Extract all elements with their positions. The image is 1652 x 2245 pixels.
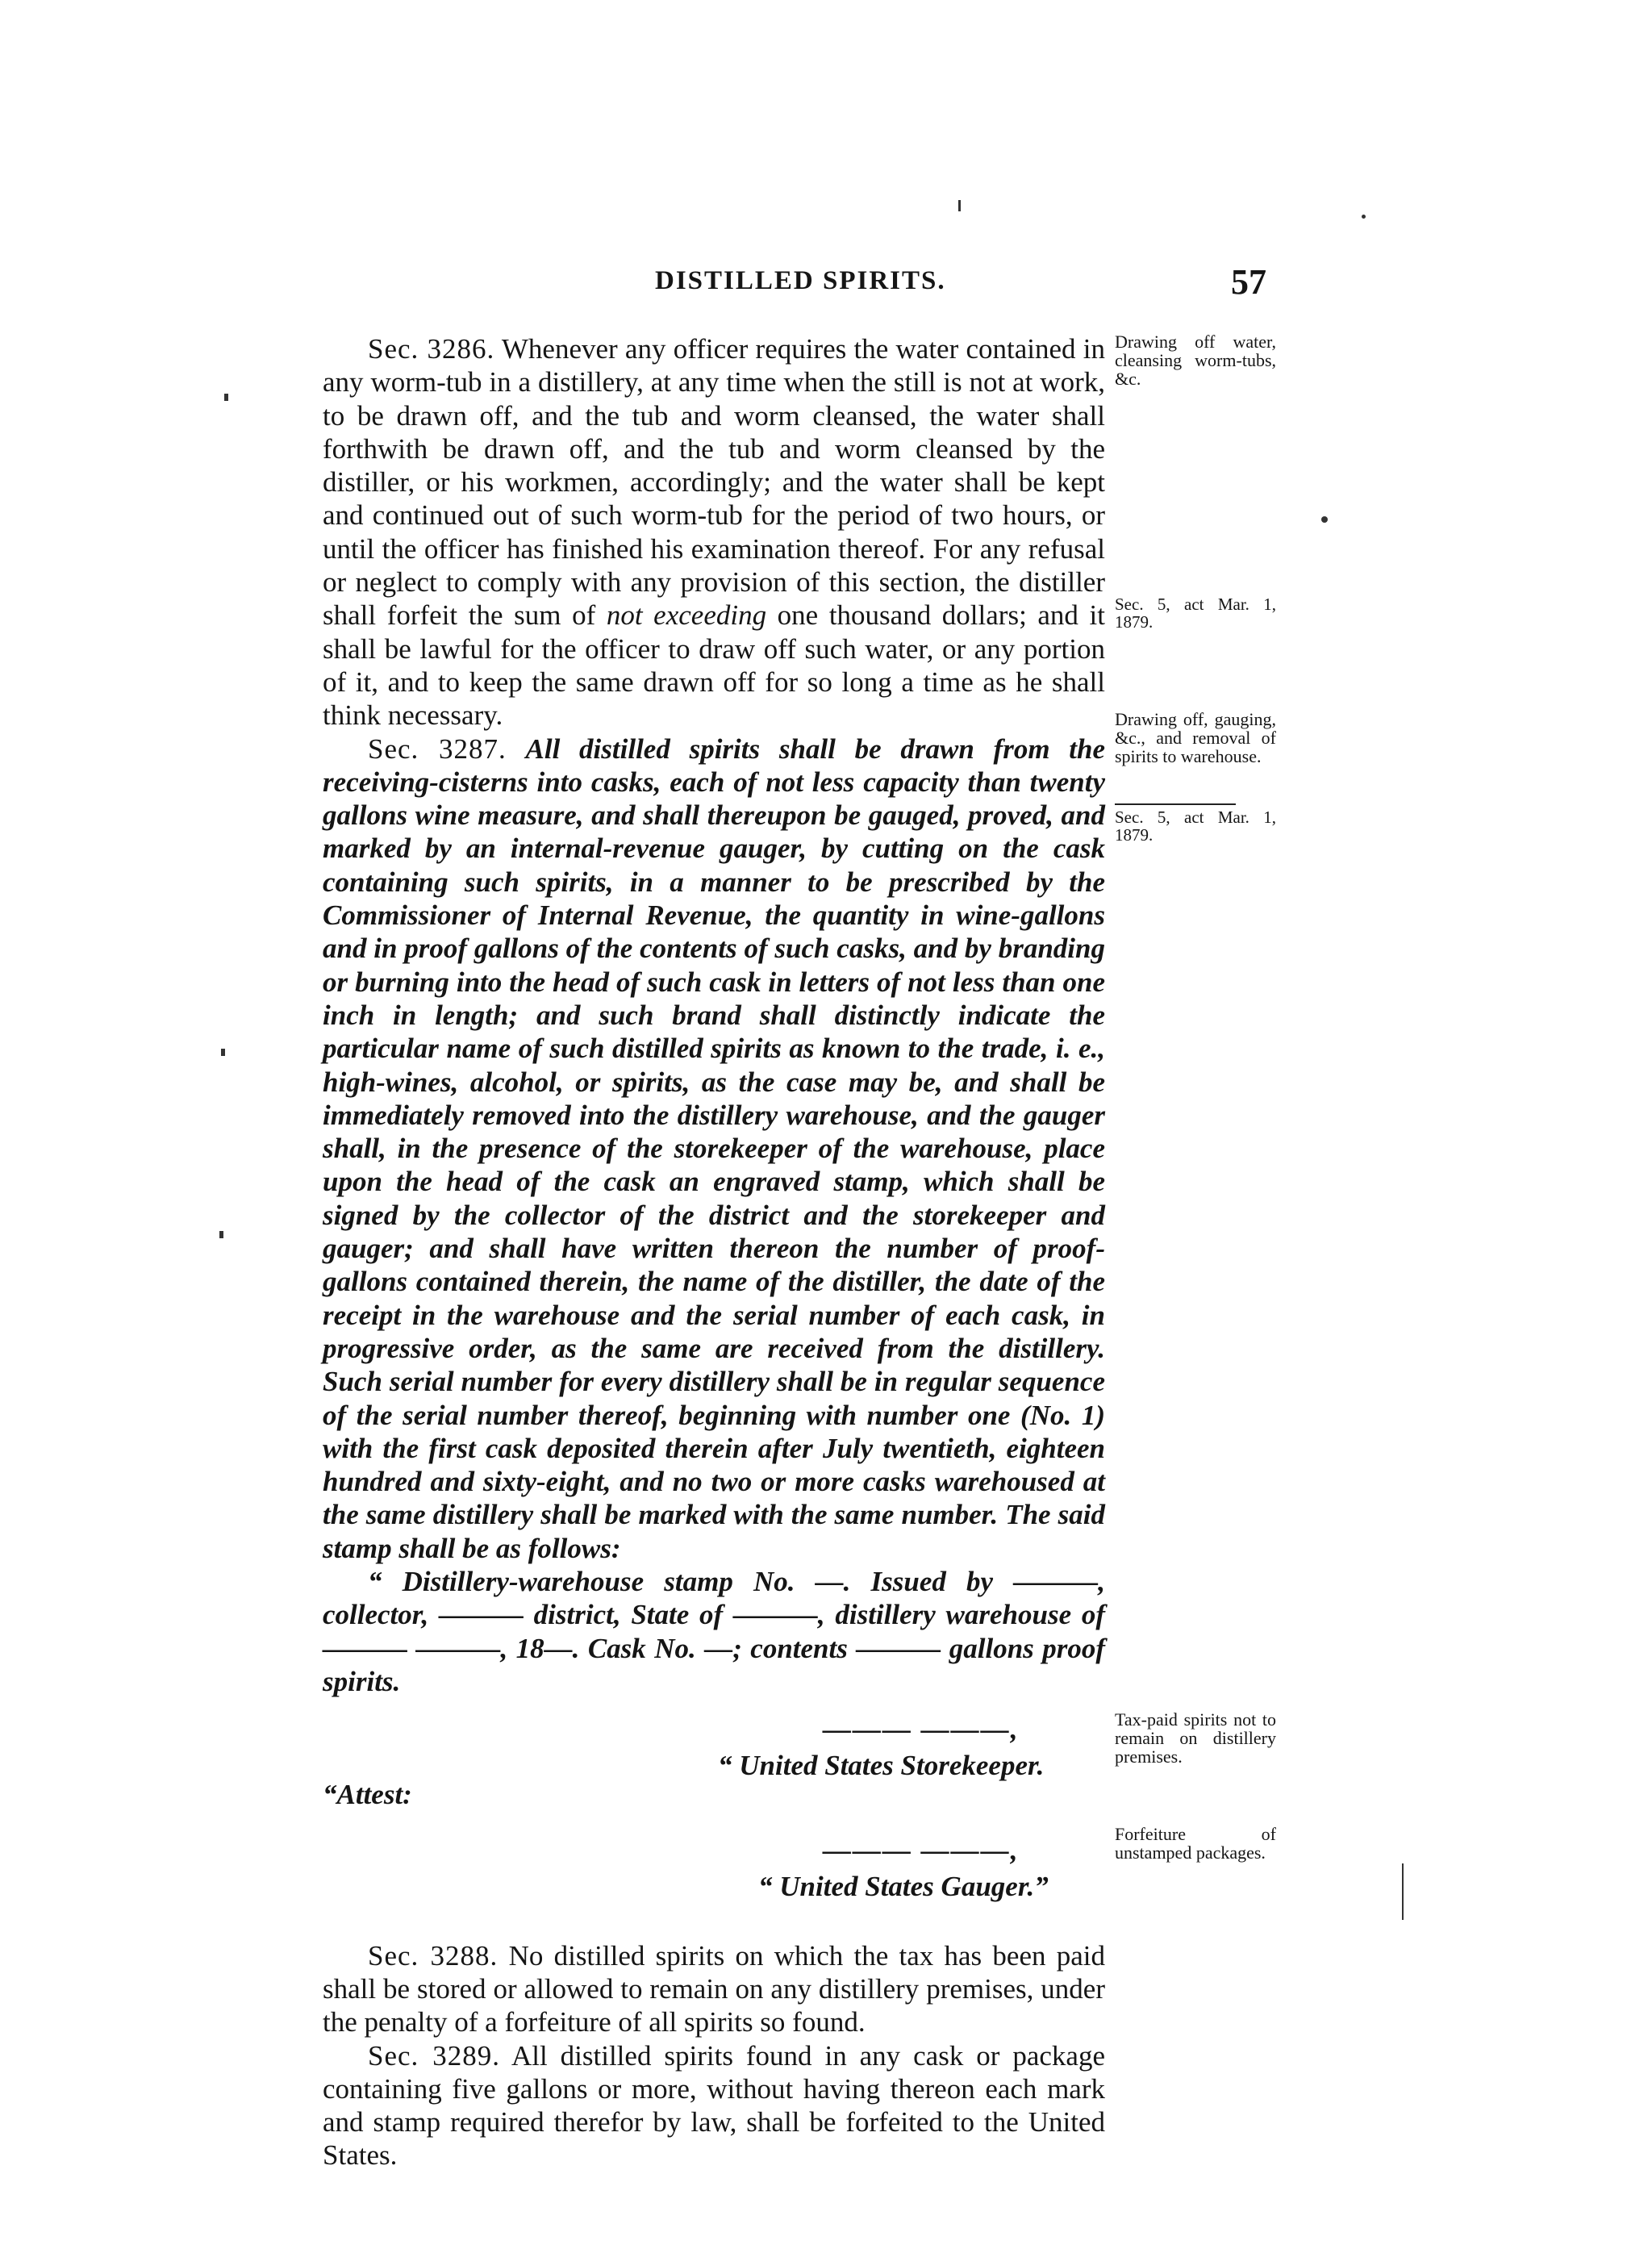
margin-note-drawing-off-spirits: Drawing off, gauging, &c., and removal of spirits to warehouse. bbox=[1115, 709, 1276, 767]
stamp-form-text: “ Distillery-warehouse stamp No. —. Issued by ———, collector, ——— district, State of ———, distillery warehouse of ——— ———, 18—. Cask No. —; contents ——— gallons proof spirits. bbox=[323, 1565, 1105, 1697]
signature-line-storekeeper: ——— ———, bbox=[823, 1713, 1020, 1746]
section-text: Whenever any officer requires the water contained in any worm-tub in a distillery, at any time when the still is not at work, to be drawn off, and the tub and worm cleansed, the water shall forthwith be drawn off, and the tub and worm cleansed by the distiller, or his workmen, accordingly; and the water shall be kept and continued out of such worm-tub for the period of two hours, or until the officer has finished his examination thereof. For any refusal or neglect to comply with any provision of this section, the distiller shall forfeit the sum of bbox=[323, 333, 1105, 632]
scan-speck bbox=[1362, 215, 1366, 219]
page-number: 57 bbox=[1231, 262, 1266, 302]
scan-speck bbox=[221, 1049, 225, 1056]
scan-speck bbox=[224, 394, 228, 401]
section-3287 bbox=[323, 732, 1105, 1565]
margin-note-citation-2 bbox=[1115, 799, 1276, 844]
section-text: All distilled spirits found in any cask or package containing five gallons or more, without having thereon each mark and stamp required therefor by law, shall be forfeited to the United States. bbox=[323, 2039, 1105, 2172]
margin-note-tax-paid: Tax-paid spirits not to remain on distillery premises. bbox=[1115, 1709, 1276, 1767]
section-text: No distilled spirits on which the tax has been paid shall be stored or allowed to remain on any distillery premises, under the penalty of a forfeiture of all spirits so found. bbox=[323, 1939, 1106, 2038]
margin-note-citation-1: Sec. 5, act Mar. 1, 1879. bbox=[1115, 595, 1276, 632]
citation-text: Sec. 5, act Mar. 1, 1879. bbox=[1115, 807, 1276, 845]
scan-speck bbox=[958, 200, 961, 211]
section-emphasis: not exceeding bbox=[606, 599, 767, 632]
scan-line bbox=[1402, 1863, 1404, 1920]
margin-note-forfeiture: Forfeiture of unstamped packages. bbox=[1115, 1824, 1276, 1863]
scan-speck bbox=[1321, 516, 1328, 523]
section-3288 bbox=[323, 1939, 1105, 2039]
signature-line-gauger: ——— ———, bbox=[823, 1834, 1020, 1867]
section-number: Sec. 3287. bbox=[368, 732, 507, 765]
attest-label: “Attest: bbox=[323, 1778, 412, 1810]
section-text-cont: one thousand dollars; and it shall be lawful for the officer to draw off such water, or any portion of it, and to keep the same drawn off for so long a time as he shall think necessary. bbox=[323, 599, 1105, 732]
running-head: DISTILLED SPIRITS. bbox=[655, 266, 946, 295]
section-3286 bbox=[323, 332, 1105, 732]
scan-speck bbox=[219, 1231, 223, 1238]
note-rule bbox=[1115, 803, 1236, 805]
margin-note-drawing-off-water: Drawing off water, cleansing worm-tubs, &c. bbox=[1115, 332, 1276, 390]
storekeeper-title: “ United States Storekeeper. bbox=[718, 1750, 1045, 1782]
section-number: Sec. 3286. bbox=[368, 333, 495, 365]
section-text: All distilled spirits shall be drawn from the receiving-cisterns into casks, each of not less capacity than twenty gallons wine measure, and shall thereupon be gauged, proved, and marked by an internal-revenue gauger, by cutting on the cask containing such spirits, in a manner to be prescribed by the Commissioner of Internal Revenue, the quantity in wine-gallons and in proof gallons of the contents of such casks, and by branding or burning into the head of such cask in letters of not less than one inch in length; and such brand shall distinctly indicate the particular name of such distilled spirits as known to the trade, i. e., high-wines, alcohol, or spirits, as the case may be, and shall be immediately removed into the distillery warehouse, and the gauger shall, in the presence of the storekeeper of the warehouse, place upon the head of the cask an engraved stamp, which shall be signed by the collector of the district and the storekeeper and gauger; and shall have written thereon the number of proof-gallons contained therein, the name of the distiller, the date of the receipt in the warehouse and the serial number of each cask, in progressive order, as the same are received from the distillery. Such serial number for every distillery shall be in regular sequence of the serial number thereof, beginning with number one (No. 1) with the first cask deposited therein after July twentieth, eighteen hundred and sixty-eight, and no two or more casks warehoused at the same distillery shall be marked with the same number. The said stamp shall be as follows: bbox=[323, 732, 1106, 1564]
page-header bbox=[323, 262, 1266, 315]
body-text bbox=[323, 332, 1105, 2172]
section-3289 bbox=[323, 2039, 1105, 2172]
gauger-title: “ United States Gauger.” bbox=[758, 1871, 1049, 1903]
section-number: Sec. 3289. bbox=[368, 2039, 500, 2072]
section-number: Sec. 3288. bbox=[368, 1939, 499, 1972]
